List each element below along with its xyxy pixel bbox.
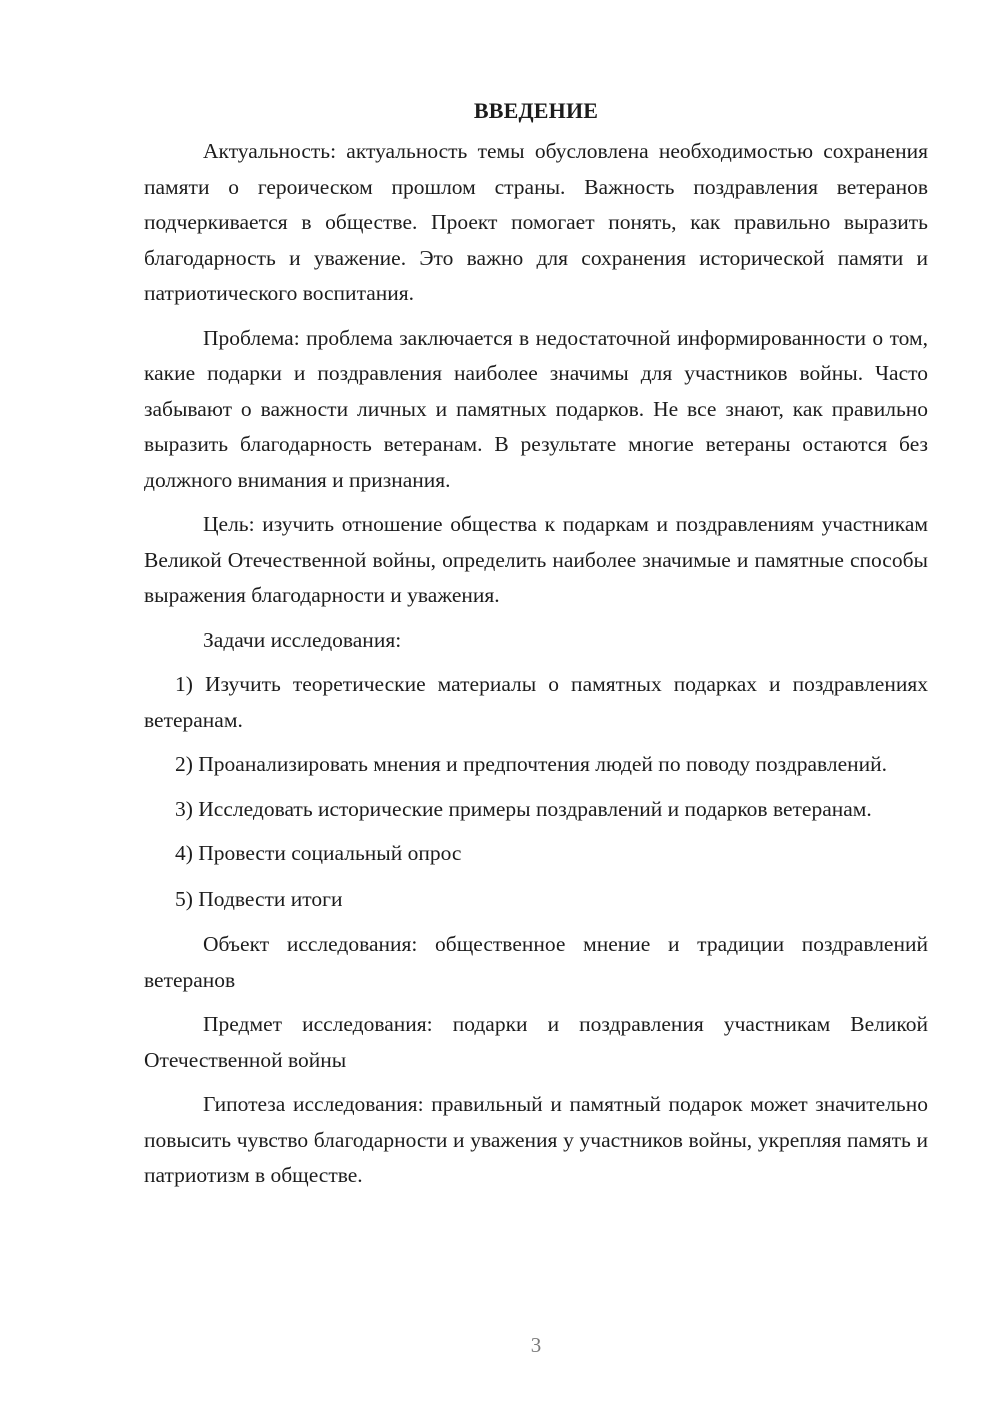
task-item: 4) Провести социальный опрос	[175, 841, 462, 865]
document-body	[144, 93, 928, 1203]
task-item: 2) Проанализировать мнения и предпочтения людей по поводу поздравлений.	[175, 752, 888, 776]
task-item: 3) Исследовать исторические примеры поздравлений и подарков ветеранам.	[175, 796, 872, 821]
task-item: 1) Изучить теоретические материалы о памятных подарках и поздравлениях ветеранам.	[144, 672, 928, 732]
problem-paragraph: Проблема: проблема заключается в недостаточной информированности о том, какие подарки и поздравления наиболее значимы для участников войны. Часто забывают о важности личных и памятных подарков. Не все знают, как правильно выразить благодарность ветеранам. В результате многие ветераны остаются без должного внимания и признания.	[144, 325, 928, 492]
task-item: 5) Подвести итоги	[175, 886, 343, 911]
hypothesis-paragraph: Гипотеза исследования: правильный и памятный подарок может значительно повысить чувство благодарности и уважения у участников войны, укрепляя память и патриотизм в обществе.	[144, 1092, 928, 1187]
tasks-heading: Задачи исследования:	[203, 627, 402, 652]
goal-paragraph: Цель: изучить отношение общества к подаркам и поздравлениям участникам Великой Отечественной войны, определить наиболее значимые и памятные способы выражения благодарности и уважения.	[144, 512, 928, 607]
page-number: 3	[530, 1333, 542, 1357]
page-title: ВВЕДЕНИЕ	[473, 98, 599, 123]
object-paragraph: Объект исследования: общественное мнение и традиции поздравлений ветеранов	[144, 932, 928, 992]
subject-paragraph: Предмет исследования: подарки и поздравления участникам Великой Отечественной войны	[144, 1012, 928, 1072]
relevance-paragraph: Актуальность: актуальность темы обусловлена необходимостью сохранения памяти о героическом прошлом страны. Важность поздравления ветеранов подчеркивается в обществе. Проект помогает понять, как правильно выразить благодарность и уважение. Это важно для сохранения исторической памяти и патриотического воспитания.	[144, 139, 928, 305]
